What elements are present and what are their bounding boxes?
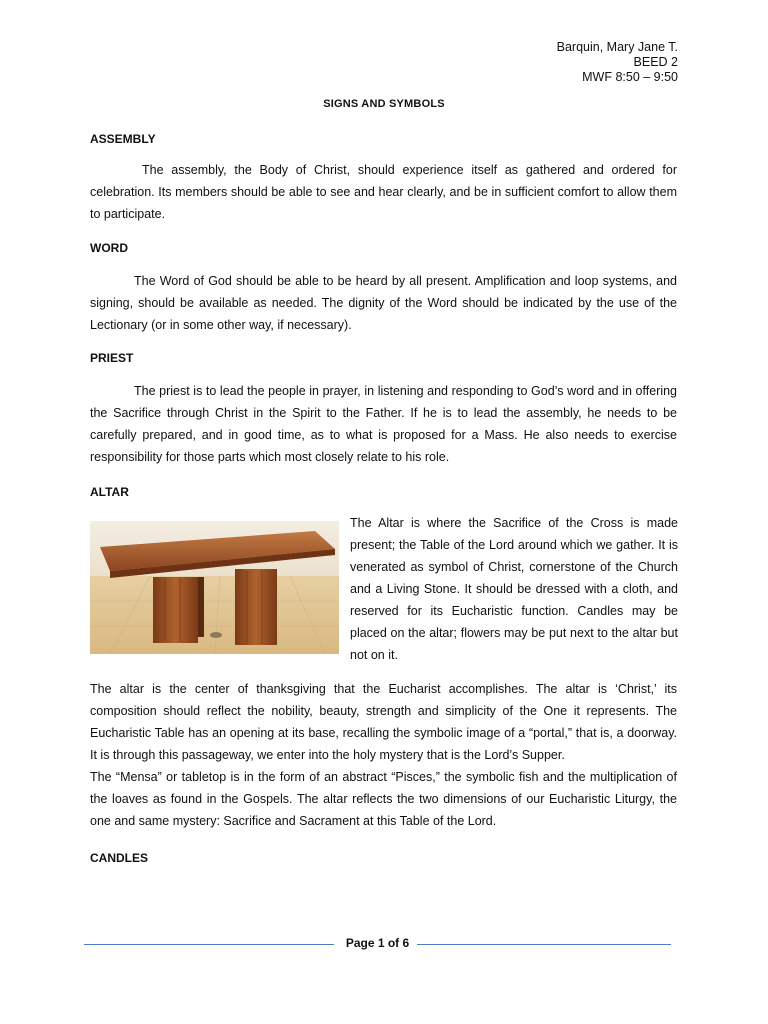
paragraph-priest	[90, 380, 677, 468]
paragraph-assembly-text: The assembly, the Body of Christ, should experience itself as gathered and ordered for celebration. Its members should be able to see and hear clearly, and be in sufficient comfort to allow them to participate.	[90, 163, 677, 221]
heading-priest: PRIEST	[90, 351, 134, 365]
paragraph-altar-image-text: The Altar is where the Sacrifice of the Cross is made present; the Table of the Lord around which we gather. It is venerated as symbol of Christ, cornerstone of the Church and a Living Stone. It should be dressed with a cloth, and reserved for its Eucharistic function. Candles may be placed on the altar; flowers may be put next to the altar but not on it.	[350, 516, 678, 662]
heading-assembly: ASSEMBLY	[90, 132, 156, 146]
altar-photo	[90, 521, 339, 654]
paragraph-altar-text-1: The altar is the center of thanksgiving that the Eucharist accomplishes. The altar is ‘Christ,’ its composition should reflect the nobility, beauty, strength and simplicity of the One it represents. The Eucharistic Table has an opening at its base, recalling the symbolic image of a “portal,” that is, a doorway. It is through this passageway, we enter into the holy mystery that is the Lord’s Supper.	[90, 682, 677, 762]
document-title: SIGNS AND SYMBOLS	[323, 98, 445, 110]
course-code: BEED 2	[633, 55, 678, 69]
page-footer	[84, 935, 671, 955]
heading-candles: CANDLES	[90, 851, 149, 865]
document-header	[557, 40, 678, 85]
heading-word: WORD	[90, 241, 128, 255]
paragraph-altar-text-2: The “Mensa” or tabletop is in the form of an abstract “Pisces,” the symbolic fish and the multiplication of the loaves as found in the Gospels. The altar reflects the two dimensions of our Eucharistic Liturgy, the one and same mystery: Sacrifice and Sacrament at this Table of the Lord.	[90, 770, 677, 828]
paragraph-word-text: The Word of God should be able to be heard by all present. Amplification and loop systems, and signing, should be available as needed. The dignity of the Word should be indicated by the use of the Lectionary (or in some other way, if necessary).	[90, 274, 677, 332]
author-name: Barquin, Mary Jane T.	[556, 40, 678, 54]
class-schedule: MWF 8:50 – 9:50	[582, 70, 678, 84]
heading-altar: ALTAR	[90, 485, 129, 499]
page-number: Page 1 of 6	[338, 936, 417, 950]
paragraph-priest-text: The priest is to lead the people in prayer, in listening and responding to God’s word and in offering the Sacrifice through Christ in the Spirit to the Father. If he is to lead the assembly, he needs to be carefully prepared, and in good time, as to what is proposed for a Mass. He also needs to exercise responsibility for those parts which most closely relate to his role.	[90, 384, 677, 464]
paragraph-altar	[90, 678, 677, 832]
paragraph-assembly	[90, 159, 677, 225]
paragraph-word	[90, 270, 677, 336]
